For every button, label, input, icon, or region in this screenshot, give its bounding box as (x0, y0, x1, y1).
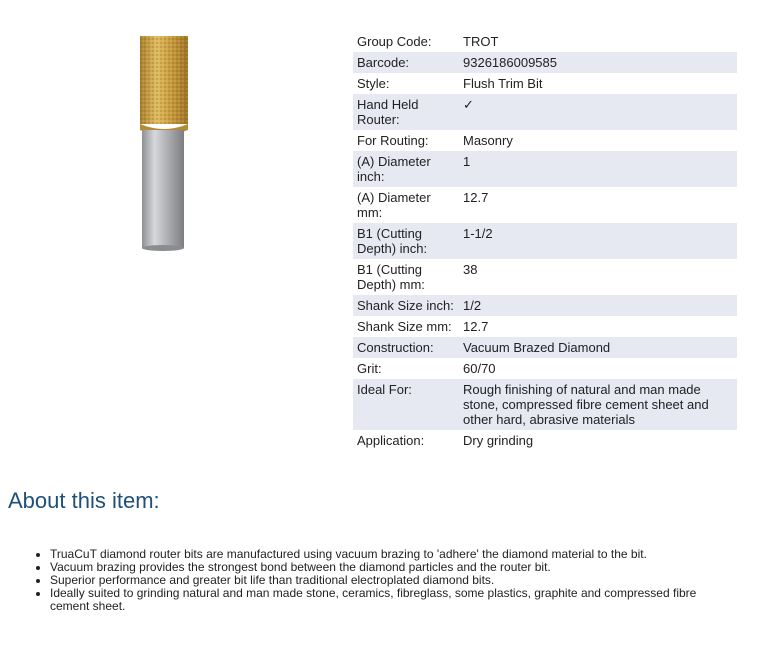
table-row (353, 31, 737, 52)
spec-label-diameter-mm: (A) Diameter mm: (357, 190, 431, 220)
spec-value-ideal-for: Rough finishing of natural and man made stone, compressed fibre cement sheet and other hard, abrasive materials (459, 379, 737, 430)
spec-label-cutting-depth-inch: B1 (Cutting Depth) inch: (353, 223, 459, 259)
spec-label-style: Style: (357, 76, 390, 91)
spec-label-ideal-for: Ideal For: (353, 379, 459, 430)
spec-value-barcode: 9326186009585 (459, 52, 737, 73)
table-row (353, 337, 737, 358)
table-row (353, 187, 737, 223)
spec-value-shank-size-inch: 1/2 (459, 295, 737, 316)
table-row (353, 316, 737, 337)
feature-list (30, 548, 730, 613)
checkmark-icon: ✓ (459, 94, 737, 130)
spec-label-diameter-inch: (A) Diameter inch: (353, 151, 459, 187)
list-item: • Superior performance and greater bit life than traditional electroplated diamond bits. (50, 574, 730, 587)
spec-label-shank-size-inch: Shank Size inch: (353, 295, 459, 316)
list-item: • Ideally suited to grinding natural and man made stone, ceramics, fibreglass, some plastics, graphite and compressed fibre cement sheet. (50, 587, 730, 613)
about-heading: About this item: (8, 488, 160, 513)
table-row (353, 430, 737, 451)
list-item: • TruaCuT diamond router bits are manufactured using vacuum brazing to 'adhere' the diamond material to the bit. (50, 548, 730, 561)
spec-label-cutting-depth-mm: B1 (Cutting Depth) mm: (357, 262, 425, 292)
spec-table (353, 31, 737, 451)
spec-value-diameter-mm: 12.7 (463, 190, 489, 205)
spec-label-application: Application: (357, 433, 425, 448)
spec-value-application: Dry grinding (463, 433, 534, 448)
spec-value-construction: Vacuum Brazed Diamond (459, 337, 737, 358)
router-bit-image (120, 30, 210, 255)
table-row (353, 259, 737, 295)
table-row (353, 130, 737, 151)
product-image (120, 30, 210, 255)
spec-value-grit: 60/70 (463, 361, 496, 376)
table-row (353, 52, 737, 73)
table-row (353, 73, 737, 94)
table-row (353, 379, 737, 430)
spec-value-group-code: TROT (463, 34, 499, 49)
spec-label-barcode: Barcode: (353, 52, 459, 73)
spec-value-cutting-depth-mm: 38 (463, 262, 478, 277)
spec-value-for-routing: Masonry (463, 133, 513, 148)
spec-value-cutting-depth-inch: 1-1/2 (459, 223, 737, 259)
table-row (353, 295, 737, 316)
spec-label-hand-held-router: Hand Held Router: (353, 94, 459, 130)
table-row (353, 94, 737, 130)
spec-label-grit: Grit: (357, 361, 382, 376)
table-row (353, 151, 737, 187)
table-row (353, 223, 737, 259)
spec-value-shank-size-mm: 12.7 (463, 319, 489, 334)
spec-label-shank-size-mm: Shank Size mm: (357, 319, 452, 334)
spec-value-style: Flush Trim Bit (463, 76, 543, 91)
spec-value-diameter-inch: 1 (459, 151, 737, 187)
spec-label-group-code: Group Code: (357, 34, 432, 49)
table-row (353, 358, 737, 379)
list-item: • Vacuum brazing provides the strongest bond between the diamond particles and the router bit. (50, 561, 730, 574)
spec-label-for-routing: For Routing: (357, 133, 429, 148)
spec-label-construction: Construction: (353, 337, 459, 358)
